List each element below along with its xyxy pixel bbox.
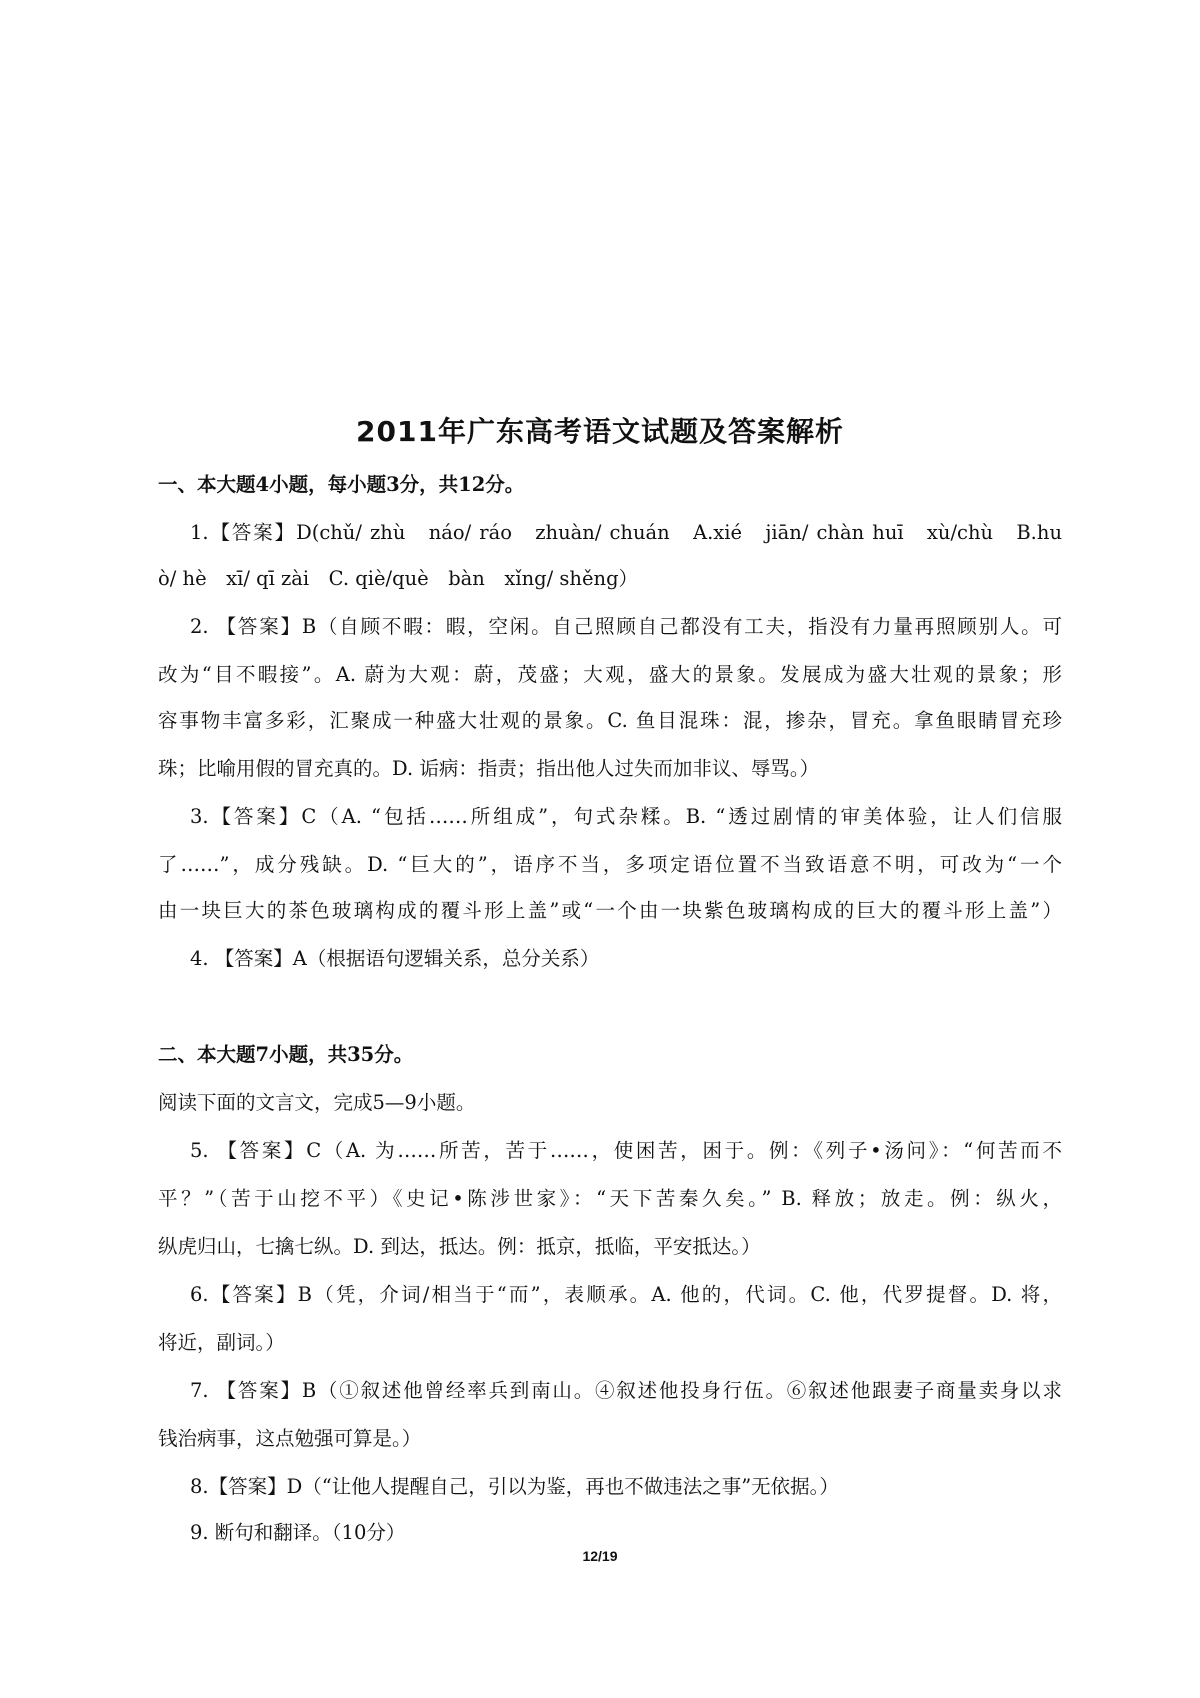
answer-7-line-1: 7. 【答案】B（①叙述他曾经率兵到南山。④叙述他投身行伍。⑥叙述他跟妻子商量卖身以求	[190, 1379, 1062, 1402]
answer-2-line-3: 容事物丰富多彩，汇聚成一种盛大壮观的景象。C. 鱼目混珠：混，掺杂，冒充。拿鱼眼睛冒充珍	[158, 709, 1062, 732]
answer-6-line-2: 将近，副词。）	[158, 1331, 285, 1354]
section-heading-1: 一、本大题4小题，每小题3分，共12分。	[158, 473, 525, 496]
answer-5-line-3: 纵虎归山，七擒七纵。D. 到达，抵达。例：抵京，抵临，平安抵达。）	[158, 1235, 761, 1258]
answer-3-line-2: 了……”，成分残缺。D. “巨大的”，语序不当，多项定语位置不当致语意不明，可改为“一个	[158, 853, 1062, 876]
answer-2-line-1: 2. 【答案】B（自顾不暇：暇，空闲。自己照顾自己都没有工夫，指没有力量再照顾别人。可	[190, 615, 1062, 638]
reading-instruction: 阅读下面的文言文，完成5—9小题。	[158, 1091, 476, 1114]
answer-3-line-1: 3.【答案】C（A. “包括……所组成”，句式杂糅。B. “透过剧情的审美体验，让人们信服	[190, 805, 1062, 828]
question-9: 9. 断句和翻译。（10分）	[190, 1521, 406, 1544]
answer-1-line-1: 1.【答案】D(chǔ/ zhù náo/ ráo zhuàn/ chuán A.xié jiān/ chàn huī xù/chù B.hu	[190, 521, 1062, 544]
answer-5-line-1: 5. 【答案】C（A. 为……所苦，苦于……，使困苦，困于。例：《列子•汤问》：“何苦而不	[190, 1139, 1062, 1162]
page-number: 12/19	[582, 1548, 618, 1564]
answer-7-line-2: 钱治病事，这点勉强可算是。）	[158, 1427, 422, 1450]
answer-6-line-1: 6.【答案】B（凭，介词/相当于“而”，表顺承。A. 他的，代词。C. 他，代罗提督。D. 将，	[190, 1283, 1062, 1306]
answer-8: 8.【答案】D（“让他人提醒自己，引以为鉴，再也不做违法之事”无依据。）	[190, 1475, 839, 1498]
section-heading-2: 二、本大题7小题，共35分。	[158, 1043, 414, 1066]
page-title: 2011年广东高考语文试题及答案解析	[356, 415, 844, 448]
answer-5-line-2: 平？”（苦于山挖不平）《史记•陈涉世家》：“天下苦秦久矣。” B. 释放；放走。例：纵火，	[158, 1187, 1062, 1210]
answer-1-line-2: ò/ hè xī/ qī zài C. qiè/què bàn xǐng/ shěng）	[158, 567, 639, 590]
answer-2-line-4: 珠；比喻用假的冒充真的。D. 诟病：指责；指出他人过失而加非议、辱骂。）	[158, 757, 820, 780]
answer-3-line-3: 由一块巨大的茶色玻璃构成的覆斗形上盖”或“一个由一块紫色玻璃构成的巨大的覆斗形上盖”）	[158, 899, 1062, 922]
answer-4: 4. 【答案】A（根据语句逻辑关系，总分关系）	[190, 947, 600, 970]
answer-2-line-2: 改为“目不暇接”。A. 蔚为大观：蔚，茂盛；大观，盛大的景象。发展成为盛大壮观的景象；形	[158, 663, 1062, 686]
